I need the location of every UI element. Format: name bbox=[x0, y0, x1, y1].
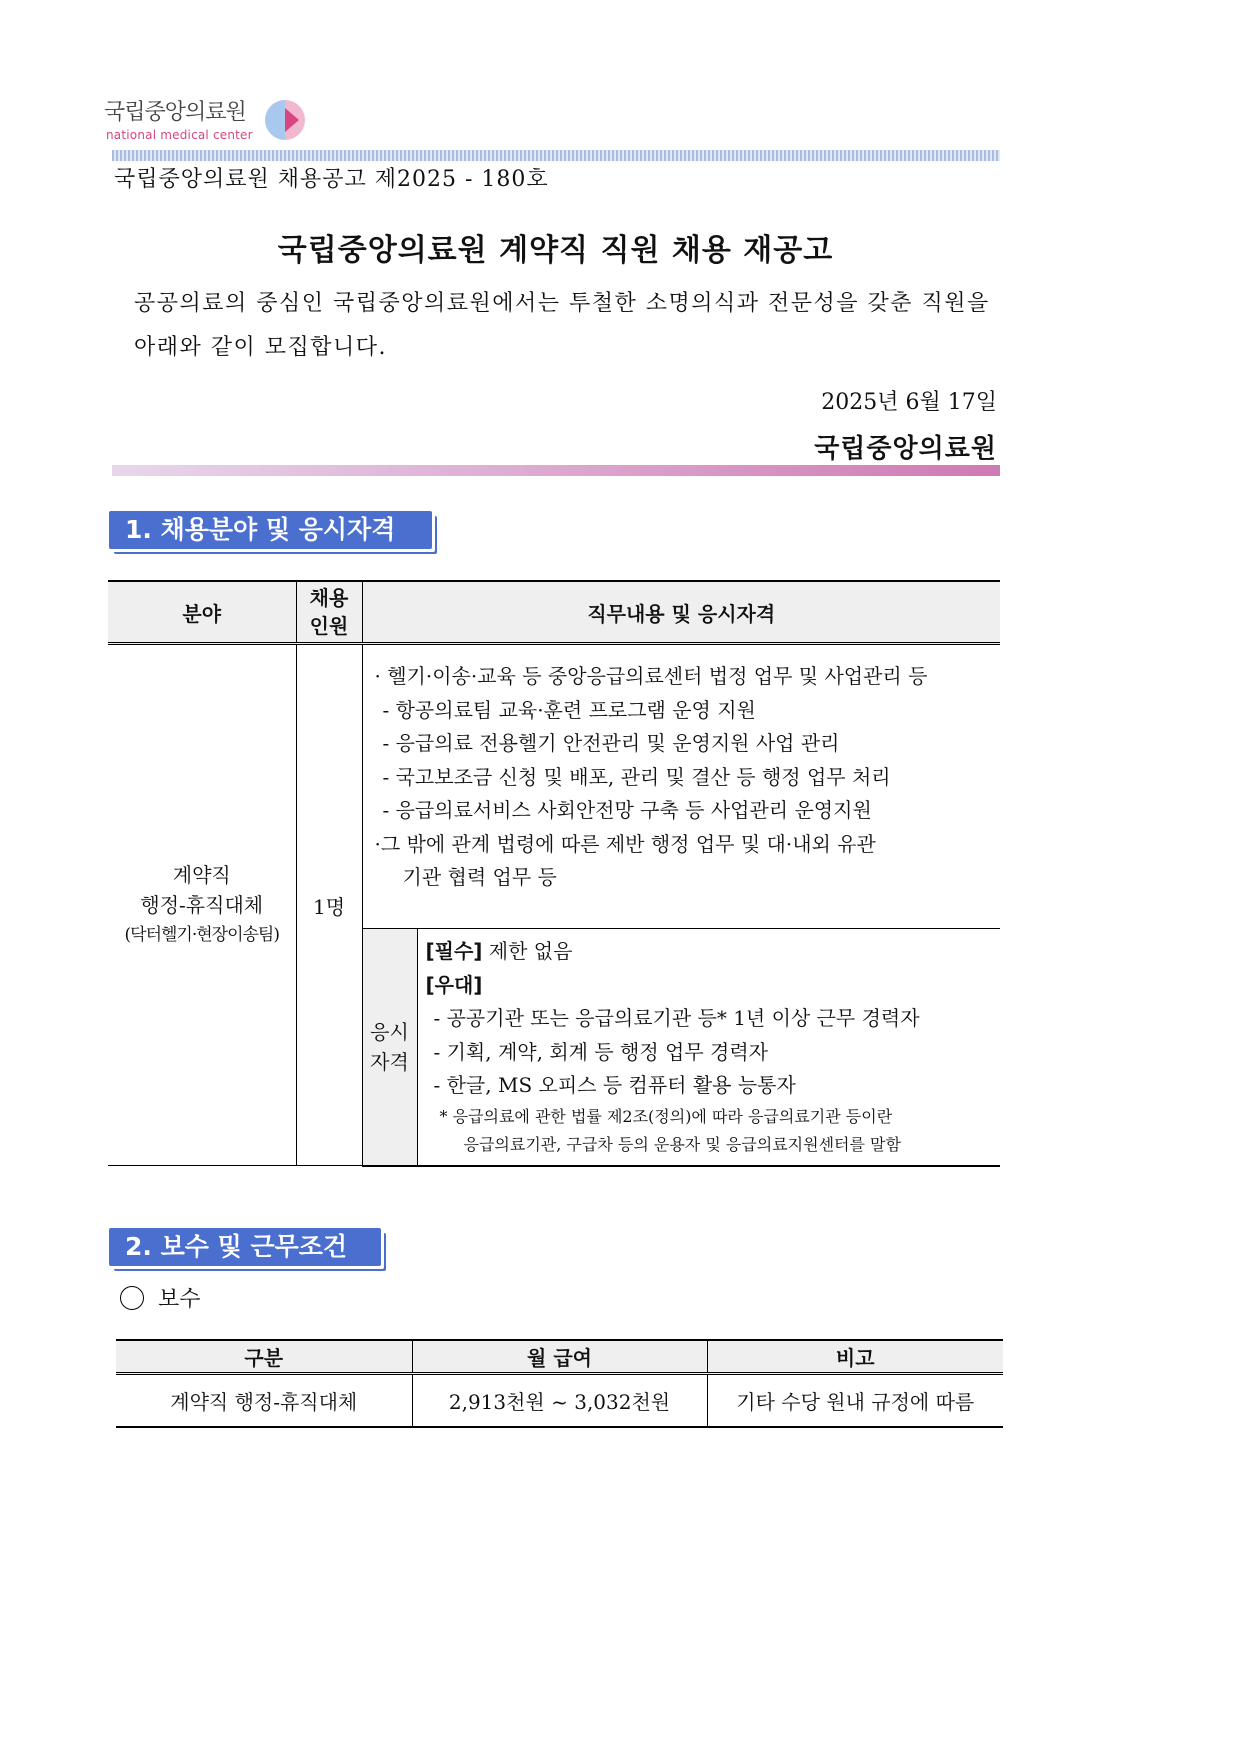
duty-item: - 응급의료 전용헬기 안전관리 및 운영지원 사업 관리 bbox=[382, 731, 840, 755]
duty-item: - 응급의료서비스 사회안전망 구축 등 사업관리 운영지원 bbox=[382, 798, 872, 822]
qualification-cell bbox=[417, 929, 1000, 1166]
pay-cell-salary: 2,913천원 ~ 3,032천원 bbox=[412, 1374, 707, 1428]
field-line: 행정-휴직대체 bbox=[140, 893, 264, 917]
pay-table bbox=[116, 1339, 1003, 1428]
circle-bullet-icon bbox=[120, 1286, 144, 1310]
duty-item: - 항공의료팀 교육·훈련 프로그램 운영 지원 bbox=[382, 697, 756, 722]
field-line: 계약직 bbox=[172, 863, 231, 887]
duties-cell bbox=[362, 644, 1000, 929]
pay-col-header-type: 구분 bbox=[116, 1340, 412, 1374]
footnote-line: 응급의료기관, 구급차 등의 운용자 및 응급의료지원센터를 말함 bbox=[463, 1134, 901, 1154]
field-cell bbox=[108, 644, 296, 1166]
col-header-duties: 직무내용 및 응시자격 bbox=[362, 581, 1000, 644]
qualification-label: 자격 bbox=[370, 1049, 409, 1074]
recruitment-table bbox=[108, 580, 1000, 1167]
col-header-field: 분야 bbox=[108, 581, 296, 644]
organization-name: 국립중앙의료원 bbox=[814, 434, 997, 464]
preferred-label: [우대] bbox=[425, 972, 483, 997]
footnote-line: * 응급의료에 관한 법률 제2조(정의)에 따라 응급의료기관 등이란 bbox=[439, 1106, 893, 1126]
notice-number: 국립중앙의료원 채용공고 제2025 - 180호 bbox=[114, 167, 549, 192]
pay-subheading-label: 보수 bbox=[158, 1287, 201, 1312]
intro-paragraph: 공공의료의 중심인 국립중앙의료원에서는 투철한 소명의식과 전문성을 갖춘 직원을 아래와 같이 모집합니다. bbox=[134, 291, 990, 360]
page-title: 국립중앙의료원 계약직 직원 채용 재공고 bbox=[277, 233, 834, 268]
section-1-heading: 1. 채용분야 및 응시자격 bbox=[109, 511, 432, 549]
qualification-label-cell bbox=[362, 929, 417, 1166]
preferred-item: - 한글, MS 오피스 등 컴퓨터 활용 능통자 bbox=[433, 1073, 796, 1097]
col-header-count bbox=[296, 581, 362, 644]
pay-col-header-note: 비고 bbox=[707, 1340, 1003, 1374]
preferred-item: - 기획, 계약, 회계 등 행정 업무 경력자 bbox=[433, 1039, 768, 1064]
required-label: [필수] bbox=[425, 939, 483, 963]
logo bbox=[104, 95, 314, 147]
duty-item: · 헬기·이송·교육 등 중앙응급의료센터 법정 업무 및 사업관리 등 bbox=[374, 664, 928, 688]
field-line: (닥터헬기·현장이송팀) bbox=[124, 925, 279, 945]
logo-subtext: national medical center bbox=[106, 128, 253, 142]
required-text: 제한 없음 bbox=[488, 939, 573, 963]
section-2-heading: 2. 보수 및 근무조건 bbox=[109, 1228, 381, 1266]
logo-text: 국립중앙의료원 bbox=[104, 100, 246, 125]
preferred-item: - 공공기관 또는 응급의료기관 등* 1년 이상 근무 경력자 bbox=[433, 1006, 920, 1030]
qualification-label: 응시 bbox=[370, 1019, 409, 1044]
header-dotted-bar bbox=[112, 150, 1000, 161]
count-cell: 1명 bbox=[296, 644, 362, 1166]
notice-date: 2025년 6월 17일 bbox=[821, 390, 997, 415]
table-row bbox=[116, 1374, 1003, 1428]
pay-cell-type: 계약직 행정-휴직대체 bbox=[116, 1374, 412, 1428]
pay-col-header-salary: 월 급여 bbox=[412, 1340, 707, 1374]
duty-item: 기관 협력 업무 등 bbox=[402, 865, 557, 889]
duty-item: ·그 밖에 관계 법령에 따른 제반 행정 업무 및 대·내외 유관 bbox=[374, 831, 876, 856]
pay-cell-note: 기타 수당 원내 규정에 따름 bbox=[707, 1374, 1003, 1428]
pay-subheading bbox=[120, 1282, 201, 1313]
logo-mark-icon bbox=[265, 98, 307, 142]
duty-item: - 국고보조금 신청 및 배포, 관리 및 결산 등 행정 업무 처리 bbox=[382, 764, 891, 789]
col-header-count-label: 채용 인원 bbox=[309, 586, 349, 638]
header-gradient-bar bbox=[112, 465, 1000, 476]
